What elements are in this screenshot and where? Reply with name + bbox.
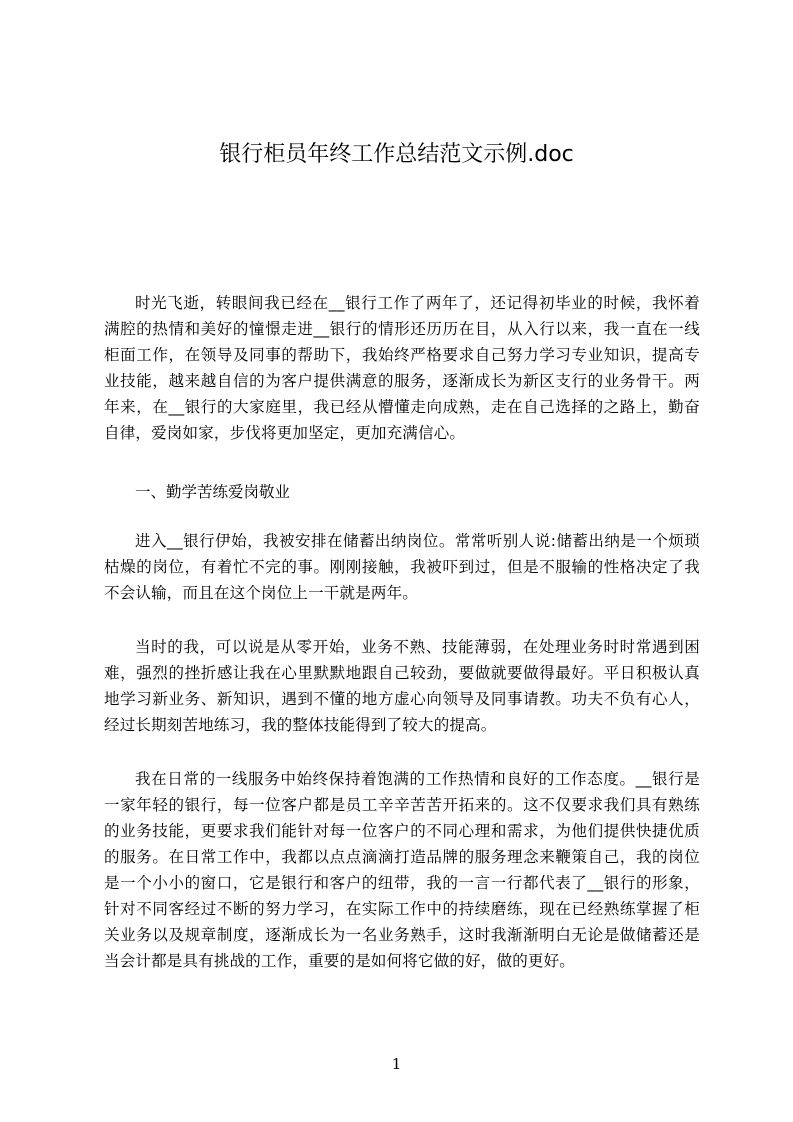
paragraph-intro: 时光飞逝，转眼间我已经在__银行工作了两年了，还记得初毕业的时候，我怀着满腔的热情和美好的憧憬走进__银行的情形还历历在目，从入行以来，我一直在一线柜面工作，在领导及同事的帮助下，我始终严格要求自己努力学习专业知识，提高专业技能，越来越自信的为客户提供满意的服务，逐渐成长为新区支行的业务骨干。两年来，在__银行的大家庭里，我已经从懵懂走向成熟，走在自己选择的之路上，勤奋自律，爱岗如家，步伐将更加坚定，更加充满信心。	[104, 294, 700, 442]
paragraph-4: 我在日常的一线服务中始终保持着饱满的工作热情和良好的工作态度。__银行是一家年轻的银行，每一位客户都是员工辛辛苦苦开拓来的。这不仅要求我们具有熟练的业务技能，更要求我们能针对每一位客户的不同心理和需求，为他们提供快捷优质的服务。在日常工作中，我都以点点滴滴打造品牌的服务理念来鞭策自己，我的岗位是一个小小的窗口，它是银行和客户的纽带，我的一言一行都代表了__银行的形象，针对不同客经过不断的努力学习，在实际工作中的持续磨练，现在已经熟练掌握了柜关业务以及规章制度，逐渐成长为一名业务熟手，这时我渐渐明白无论是做储蓄还是当会计都是具有挑战的工作，重要的是如何将它做的好，做的更好。	[104, 770, 700, 970]
page-number: 1	[391, 1055, 402, 1073]
paragraph-2: 进入__银行伊始，我被安排在储蓄出纳岗位。常常听别人说:储蓄出纳是一个烦琐枯燥的岗位，有着忙不完的事。刚刚接触，我被吓到过，但是不服输的性格决定了我不会认输，而且在这个岗位上一干就是两年。	[104, 532, 700, 602]
document-title: 银行柜员年终工作总结范文示例.doc	[219, 142, 574, 167]
section-heading: 一、勤学苦练爱岗敬业	[135, 483, 291, 501]
paragraph-3: 当时的我，可以说是从零开始，业务不熟、技能薄弱，在处理业务时时常遇到困难，强烈的挫折感让我在心里默默地跟自己较劲，要做就要做得最好。平日积极认真地学习新业务、新知识，遇到不懂的地方虚心向领导及同事请教。功夫不负有心人，经过长期刻苦地练习，我的整体技能得到了较大的提高。	[104, 638, 700, 734]
